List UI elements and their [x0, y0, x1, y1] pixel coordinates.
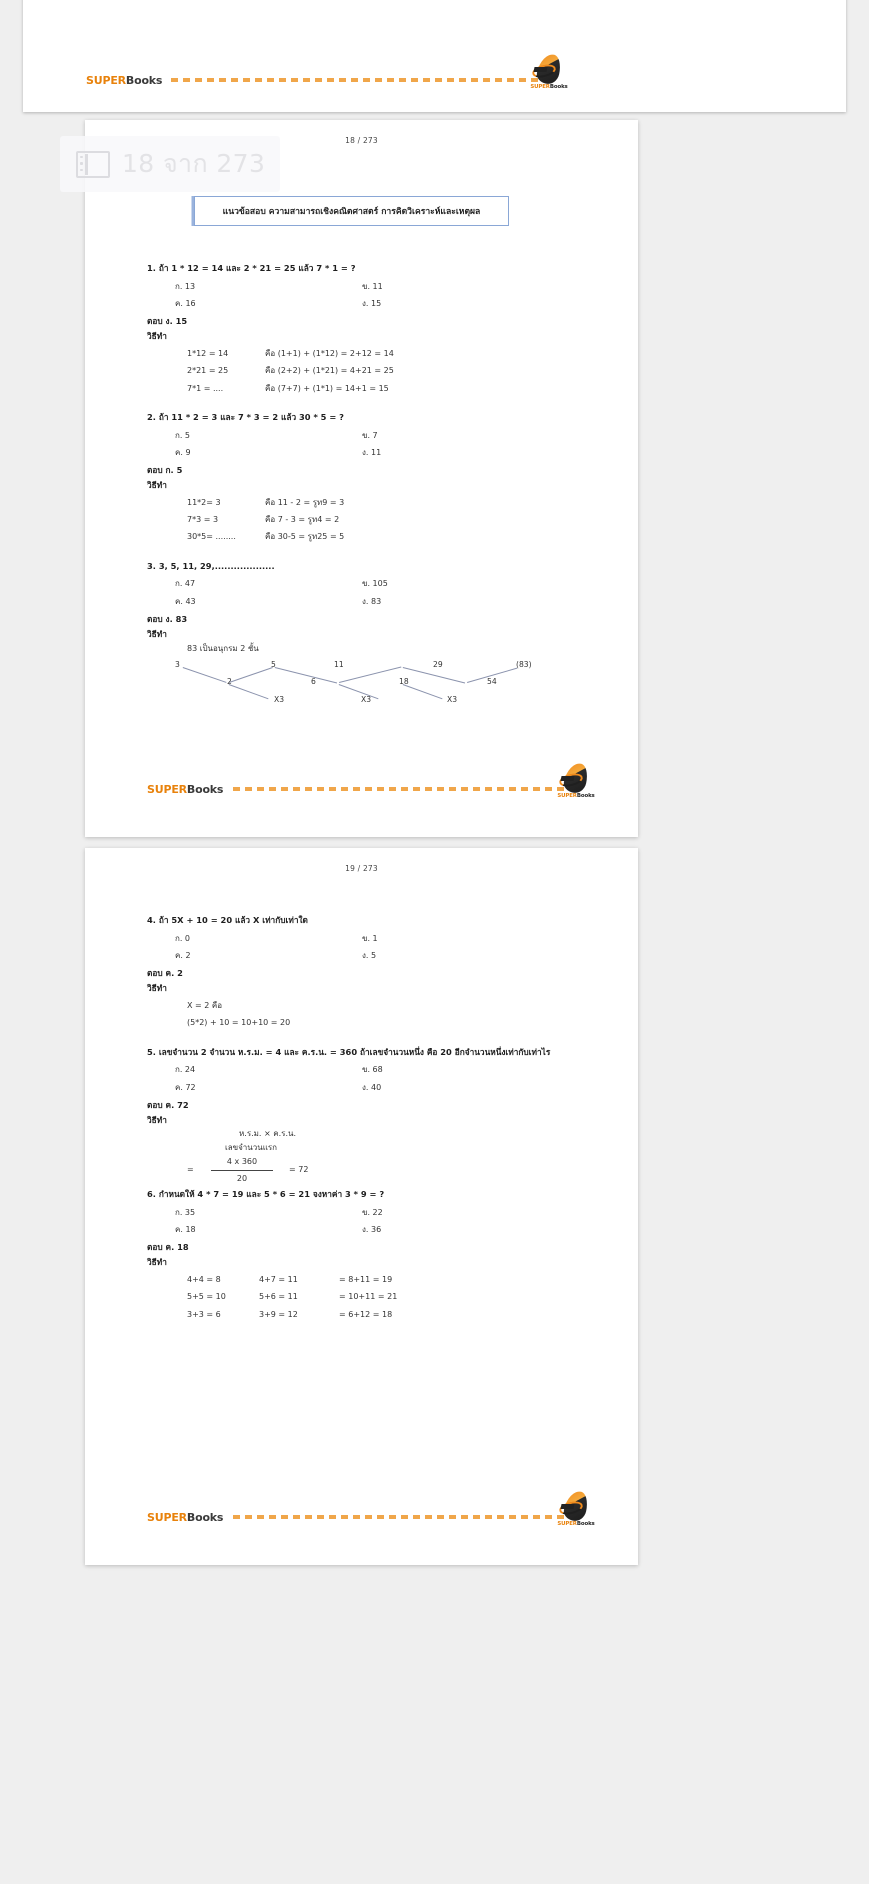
tree-link: [339, 684, 379, 699]
choice-option-a[interactable]: ก. 0: [175, 933, 191, 943]
tree-node-top: 5: [271, 659, 276, 669]
document-page-18[interactable]: [85, 120, 638, 837]
series-note: 83 เป็นอนุกรม 2 ชั้น: [187, 643, 259, 653]
tree-link: [339, 666, 401, 682]
tree-node-top: 11: [334, 659, 344, 669]
choice-row: [147, 593, 618, 610]
tree-node-mid: 18: [399, 676, 409, 686]
answer-line: ตอบ ก. 5: [147, 465, 183, 476]
footer-dashed-rule: [233, 787, 571, 791]
work-col-3: = 10+11 = 21: [339, 1292, 398, 1302]
tree-node-mid: 6: [311, 676, 316, 686]
tree-node-top: 29: [433, 659, 443, 669]
work-row: [147, 528, 618, 545]
answer-line: ตอบ ง. 15: [147, 316, 188, 327]
choice-option-b[interactable]: ข. 105: [362, 579, 388, 589]
document-page-19[interactable]: [85, 848, 638, 1565]
question-1: [147, 262, 618, 397]
work-left: X = 2 คือ: [187, 1001, 223, 1011]
choice-option-a[interactable]: ก. 13: [175, 281, 196, 291]
superbooks-logo: SUPERBooks: [555, 763, 597, 799]
tree-node-top: (83): [516, 659, 532, 669]
fraction-expression: [211, 1155, 273, 1186]
question-6: [147, 1188, 618, 1323]
choice-option-c[interactable]: ค. 72: [175, 1082, 196, 1092]
choice-option-b[interactable]: ข. 7: [362, 430, 378, 440]
work-col-2: 3+9 = 12: [259, 1309, 298, 1319]
fraction-equals: =: [187, 1165, 194, 1175]
work-col-1: 3+3 = 6: [187, 1309, 221, 1319]
method-label: วิธีทำ: [147, 983, 167, 994]
choice-option-d[interactable]: ง. 11: [362, 447, 382, 457]
work-col-2: 4+7 = 11: [259, 1275, 298, 1285]
sequence-tree-diagram: [171, 659, 532, 715]
question-3: [147, 560, 618, 715]
work-row: [147, 511, 618, 528]
work-row: [147, 345, 618, 362]
choice-row: [147, 278, 618, 295]
choice-row: [147, 1204, 618, 1221]
choice-option-c[interactable]: ค. 18: [175, 1224, 196, 1234]
work-row: [147, 362, 618, 379]
choice-list: [147, 278, 618, 312]
question-2: [147, 411, 618, 546]
page-19-content: [147, 914, 618, 1323]
method-label: วิธีทำ: [147, 331, 167, 342]
work-right: คือ (2+2) + (1*21) = 4+21 = 25: [265, 366, 394, 376]
solution-work: [147, 494, 618, 546]
tree-link: [229, 667, 273, 683]
choice-row: [147, 427, 618, 444]
work-row: [147, 380, 618, 397]
fraction-result: = 72: [289, 1165, 309, 1175]
choice-option-b[interactable]: ข. 1: [362, 933, 378, 943]
superbooks-footer: [85, 1503, 638, 1533]
choice-option-c[interactable]: ค. 2: [175, 951, 191, 961]
choice-list: [147, 1204, 618, 1238]
choice-option-a[interactable]: ก. 47: [175, 579, 196, 589]
work-left: 7*3 = 3: [187, 515, 219, 525]
choice-option-d[interactable]: ง. 15: [362, 299, 382, 309]
choice-option-c[interactable]: ค. 16: [175, 299, 196, 309]
fraction-label-top: ห.ร.ม. × ค.ร.น.: [239, 1128, 297, 1138]
fraction-solution: [147, 1127, 618, 1186]
question-stem: 3. 3, 5, 11, 29,...................: [147, 560, 275, 571]
footer-dashed-rule: [233, 1515, 571, 1519]
question-stem: 5. เลขจำนวน 2 จำนวน ห.ร.ม. = 4 และ ค.ร.น. = 360 ถ้าเลขจำนวนหนึ่ง คือ 20 อีกจำนวนหนึ่งเท่ากับเท่าไร: [147, 1046, 551, 1057]
page-indicator-label: 18 จาก 273: [122, 149, 266, 178]
tree-node-top: 3: [175, 659, 180, 669]
work-row: [147, 1306, 618, 1323]
work-row: [147, 1288, 618, 1305]
choice-row: [147, 1079, 618, 1096]
work-left: 7*1 = ....: [187, 383, 224, 393]
tree-node-multiplier: X3: [447, 694, 458, 704]
question-stem: 6. กำหนดให้ 4 * 7 = 19 และ 5 * 6 = 21 จงหาค่า 3 * 9 = ?: [147, 1188, 385, 1199]
choice-row: [147, 1221, 618, 1238]
choice-option-d[interactable]: ง. 40: [362, 1082, 382, 1092]
question-5: [147, 1046, 618, 1186]
choice-option-c[interactable]: ค. 43: [175, 596, 196, 606]
tree-node-multiplier: X3: [274, 694, 285, 704]
choice-option-d[interactable]: ง. 5: [362, 951, 377, 961]
solution-work: [147, 1271, 618, 1323]
page-indicator-overlay: [60, 136, 280, 192]
superbooks-logo: SUPERBooks: [528, 54, 570, 90]
answer-line: ตอบ ค. 2: [147, 968, 183, 979]
choice-option-a[interactable]: ก. 24: [175, 1065, 196, 1075]
work-row: [147, 1014, 618, 1031]
work-left: (5*2) + 10 = 10+10 = 20: [187, 1018, 291, 1028]
choice-option-b[interactable]: ข. 22: [362, 1207, 383, 1217]
choice-row: [147, 444, 618, 461]
work-right: คือ (1+1) + (1*12) = 2+12 = 14: [265, 349, 394, 359]
tree-node-mid: 2: [227, 676, 232, 686]
choice-row: [147, 295, 618, 312]
tree-link: [403, 667, 465, 683]
work-left: 30*5= ........: [187, 532, 236, 542]
choice-list: [147, 930, 618, 964]
tree-link: [229, 684, 269, 699]
choice-list: [147, 1061, 618, 1095]
exam-title-box: [194, 196, 509, 226]
answer-line: ตอบ ง. 83: [147, 613, 188, 624]
superbooks-logo: SUPERBooks: [555, 1491, 597, 1527]
choice-row: [147, 1061, 618, 1078]
solution-work: [147, 345, 618, 397]
solution-work: [147, 997, 618, 1031]
choice-list: [147, 575, 618, 609]
superbooks-wordmark: SUPERBooks: [147, 783, 224, 796]
question-stem: 4. ถ้า 5X + 10 = 20 แล้ว X เท่ากับเท่าใด: [147, 915, 308, 925]
superbooks-wordmark: SUPERBooks: [86, 74, 163, 87]
choice-list: [147, 427, 618, 461]
method-label: วิธีทำ: [147, 1114, 167, 1125]
method-label: วิธีทำ: [147, 479, 167, 490]
tree-node-multiplier: X3: [361, 694, 372, 704]
superbooks-wordmark: SUPERBooks: [147, 1511, 224, 1524]
work-right: คือ 30-5 = รูท25 = 5: [265, 532, 345, 542]
answer-line: ตอบ ค. 72: [147, 1099, 189, 1110]
choice-option-d[interactable]: ง. 83: [362, 596, 382, 606]
work-left: 1*12 = 14: [187, 349, 229, 359]
question-stem: 1. ถ้า 1 * 12 = 14 และ 2 * 21 = 25 แล้ว 7 * 1 = ?: [147, 263, 356, 273]
choice-option-a[interactable]: ก. 5: [175, 430, 191, 440]
work-row: [147, 494, 618, 511]
choice-row: [147, 575, 618, 592]
work-col-3: = 8+11 = 19: [339, 1275, 393, 1285]
choice-row: [147, 947, 618, 964]
work-col-2: 5+6 = 11: [259, 1292, 298, 1302]
tree-link: [275, 667, 337, 683]
tree-link: [183, 667, 227, 683]
footer-dashed-rule: [171, 78, 544, 82]
work-col-1: 4+4 = 8: [187, 1275, 221, 1285]
choice-row: [147, 930, 618, 947]
work-col-3: = 6+12 = 18: [339, 1309, 393, 1319]
previous-page-fragment: [23, 0, 846, 112]
choice-option-d[interactable]: ง. 36: [362, 1224, 382, 1234]
work-col-1: 5+5 = 10: [187, 1292, 226, 1302]
work-right: คือ 11 - 2 = รูท9 = 3: [265, 498, 345, 508]
work-row: [147, 997, 618, 1014]
work-right: คือ (7+7) + (1*1) = 14+1 = 15: [265, 383, 389, 393]
tree-node-mid: 54: [487, 676, 497, 686]
page-18-content: [147, 262, 618, 715]
fraction-numerator: 4 x 360: [211, 1155, 273, 1171]
work-right: คือ 7 - 3 = รูท4 = 2: [265, 515, 340, 525]
choice-option-a[interactable]: ก. 35: [175, 1207, 196, 1217]
question-4: [147, 914, 618, 1032]
question-stem: 2. ถ้า 11 * 2 = 3 และ 7 * 3 = 2 แล้ว 30 * 5 = ?: [147, 411, 344, 422]
page-number-label: 18 / 273: [345, 136, 378, 145]
exam-title-text: แนวข้อสอบ ความสามารถเชิงคณิตศาสตร์ การคิดวิเคราะห์และเหตุผล: [222, 207, 481, 217]
tree-link: [403, 684, 443, 699]
work-left: 11*2= 3: [187, 498, 221, 508]
fraction-denominator: 20: [236, 1173, 248, 1183]
fraction-label-bottom: เลขจำนวนแรก: [225, 1142, 278, 1152]
answer-line: ตอบ ค. 18: [147, 1242, 189, 1253]
choice-option-b[interactable]: ข. 68: [362, 1065, 383, 1075]
page-number-label: 19 / 273: [345, 864, 378, 873]
superbooks-footer: [23, 66, 846, 96]
work-row: [147, 1271, 618, 1288]
pages-view-icon: [76, 151, 110, 178]
method-label: วิธีทำ: [147, 1257, 167, 1268]
choice-option-b[interactable]: ข. 11: [362, 281, 383, 291]
method-label: วิธีทำ: [147, 628, 167, 639]
superbooks-footer: [85, 775, 638, 805]
choice-option-c[interactable]: ค. 9: [175, 447, 191, 457]
work-left: 2*21 = 25: [187, 366, 229, 376]
